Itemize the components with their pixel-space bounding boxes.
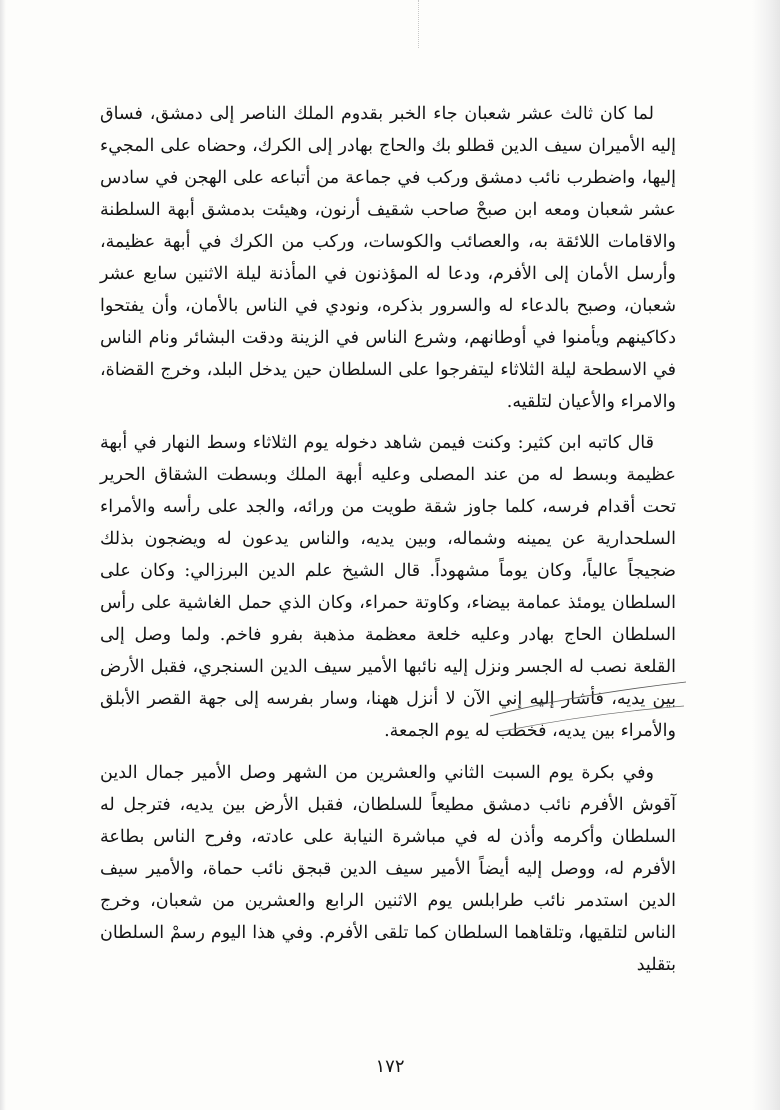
scan-shadow-right — [752, 0, 780, 1110]
paragraph-1: لما كان ثالث عشر شعبان جاء الخبر بقدوم الملك الناصر إلى دمشق، فساق إليه الأميران سيف الدين قطلو بك والحاج بهادر إلى الكرك، وحضاه على المجيء إليها، واضطرب نائب دمشق وركب في جماعة من أتباعه على الهجن في سادس عشر شعبان ومعه ابن صبحْ صاحب شقيف أرنون، وهيئت بدمشق أبهة السلطنة والاقامات اللائقة به، والعصائب والكوسات، وركب من الكرك في أبهة عظيمة، وأرسل الأمان إلى الأفرم، ودعا له المؤذنون في المأذنة ليلة الاثنين سابع عشر شعبان، وصبح بالدعاء له والسرور بذكره، ونودي في الناس بالأمان، وأن يفتحوا دكاكينهم ويأمنوا في أوطانهم، وشرع الناس في الزينة ودقت البشائر ونام الناس في الاسطحة ليلة الثلاثاء ليتفرجوا على السلطان حين يدخل البلد، وخرج القضاة، والامراء والأعيان لتلقيه. — [100, 104, 676, 412]
page-number: ١٧٢ — [375, 1056, 405, 1077]
fold-mark — [418, 0, 420, 48]
body-text — [100, 98, 676, 991]
paragraph-3: وفي بكرة يوم السبت الثاني والعشرين من الشهر وصل الأمير جمال الدين آقوش الأفرم نائب دمشق مطيعاً للسلطان، فقبل الأرض بين يديه، فترجل له السلطان وأكرمه وأذن له في مباشرة النيابة على عادته، وفرح الناس بطاعة الأفرم له، ووصل إليه أيضاً الأمير سيف الدين قبجق نائب حماة، والأمير سيف الدين استدمر نائب طرابلس يوم الاثنين الرابع والعشرين من شعبان، وخرج الناس لتلقيها، وتلقاهما السلطان كما تلقى الأفرم. وفي هذا اليوم رسمْ السلطان بتقليد — [100, 763, 676, 975]
paragraph-2: قال كاتبه ابن كثير: وكنت فيمن شاهد دخوله يوم الثلاثاء وسط النهار في أبهة عظيمة وبسط له من عند المصلى وعليه أبهة الملك وبسطت الشقاق الحرير تحت أقدام فرسه، كلما جاوز شقة طويت من ورائه، والجد على رأسه والأمراء السلحدارية عن يمينه وشماله، وبين يديه، والناس يدعون له ويضجون بذلك ضجيجاً عالياً، وكان يوماً مشهوداً. قال الشيخ علم الدين البرزالي: وكان على السلطان يومئذ عمامة بيضاء، وكاوتة حمراء، وكان الذي حمل الغاشية على رأس السلطان الحاج بهادر وعليه خلعة معظمة مذهبة بفرو فاخم. ولما وصل إلى القلعة نصب له الجسر ونزل إليه نائبها الأمير سيف الدين السنجري، فقبل الأرض بين يديه، فأشار إليه إني الآن لا أنزل ههنا، وسار بفرسه إلى جهة القصر الأبلق والأمراء بين يديه، فخطب له يوم الجمعة. — [100, 433, 676, 741]
scan-shadow-left — [0, 0, 6, 1110]
